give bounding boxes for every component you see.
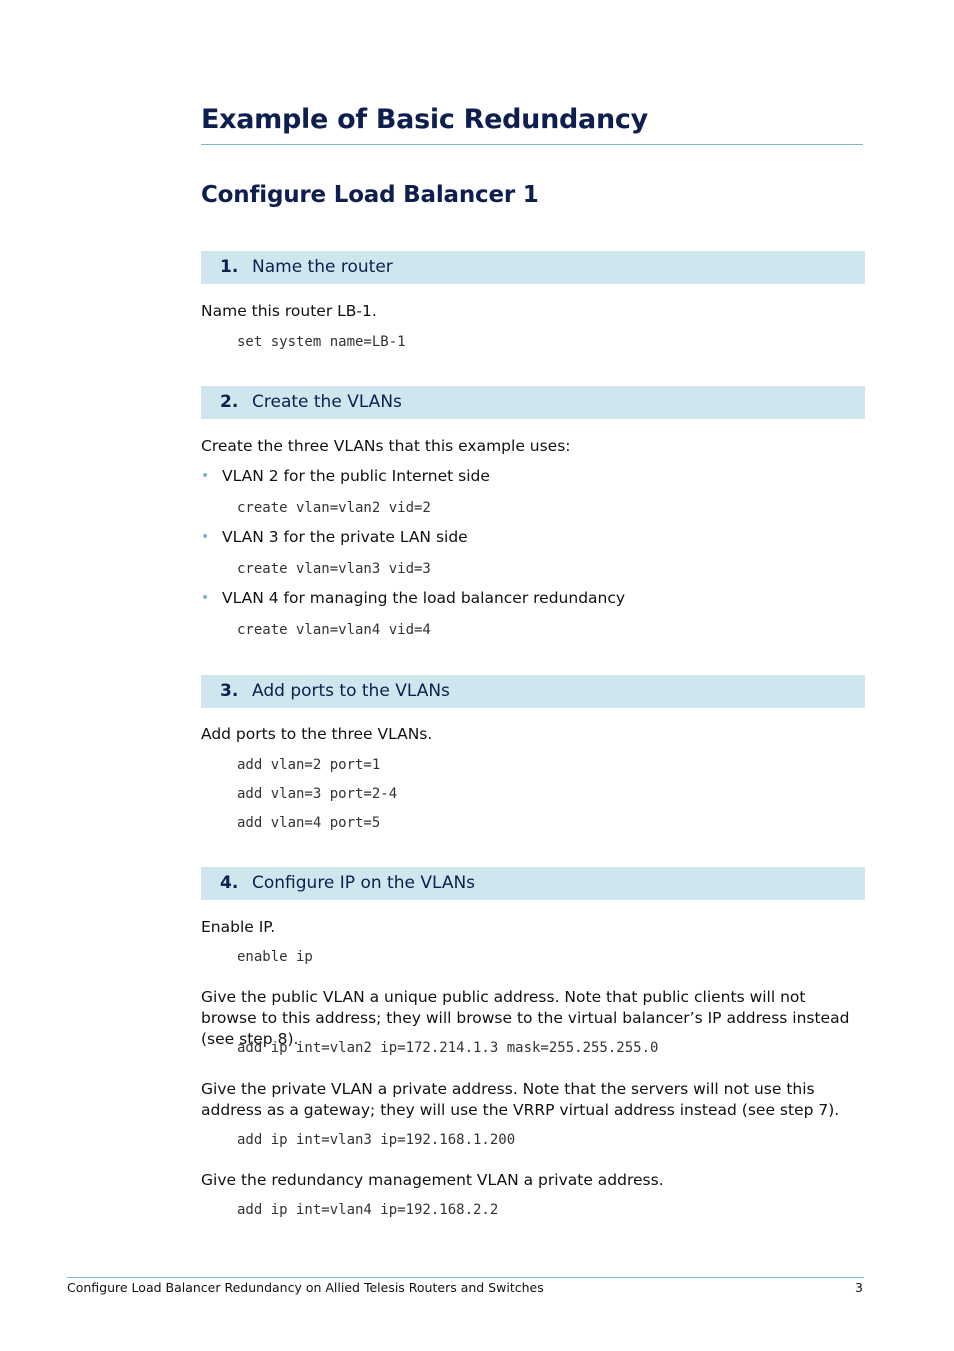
enable-ip-text: Enable IP. — [201, 918, 276, 936]
step-4-header — [201, 867, 865, 900]
step-1-text: Name this router LB-1. — [201, 302, 377, 320]
code-line: create vlan=vlan3 vid=3 — [237, 561, 431, 577]
step-label: Create the VLANs — [252, 392, 402, 412]
step-number: 1. — [220, 257, 239, 277]
section-heading: Configure Load Balancer 1 — [201, 182, 539, 208]
step-1-header — [201, 251, 865, 284]
step-label: Add ports to the VLANs — [252, 681, 450, 701]
footer-title: Configure Load Balancer Redundancy on Allied Telesis Routers and Switches — [67, 1280, 544, 1295]
public-vlan-text: Give the public VLAN a unique public address. Note that public clients will not browse to this address; they will browse to the virtual balancer’s IP address instead (see step 8). — [201, 988, 850, 1048]
step-2-intro: Create the three VLANs that this example uses: — [201, 437, 571, 455]
code-line: add vlan=3 port=2-4 — [237, 786, 398, 802]
bullet-icon: • — [201, 468, 210, 484]
page-number: 3 — [855, 1280, 863, 1295]
code-line: add vlan=2 port=1 — [237, 757, 381, 773]
step-3-text: Add ports to the three VLANs. — [201, 725, 433, 743]
code-line: create vlan=vlan2 vid=2 — [237, 500, 431, 516]
page-title: Example of Basic Redundancy — [201, 104, 648, 135]
code-line: enable ip — [237, 949, 313, 965]
bullet-icon: • — [201, 590, 210, 606]
step-number: 2. — [220, 392, 239, 412]
bullet-icon: • — [201, 529, 210, 545]
code-line: add ip int=vlan2 ip=172.214.1.3 mask=255.255.255.0 — [237, 1040, 659, 1056]
title-rule — [201, 144, 863, 145]
code-line: create vlan=vlan4 vid=4 — [237, 622, 431, 638]
step-3-header — [201, 675, 865, 708]
step-number: 4. — [220, 873, 239, 893]
code-line: add ip int=vlan4 ip=192.168.2.2 — [237, 1202, 499, 1218]
code-line: set system name=LB-1 — [237, 334, 406, 350]
private-vlan-text: Give the private VLAN a private address. Note that the servers will not use this address as a gateway; they will use the VRRP virtual address instead (see step 7). — [201, 1080, 840, 1119]
code-line: add vlan=4 port=5 — [237, 815, 381, 831]
mgmt-vlan-text: Give the redundancy management VLAN a private address. — [201, 1171, 664, 1189]
code-line: add ip int=vlan3 ip=192.168.1.200 — [237, 1132, 516, 1148]
step-number: 3. — [220, 681, 239, 701]
step-label: Name the router — [252, 257, 393, 277]
footer-rule — [67, 1277, 864, 1278]
step-label: Configure IP on the VLANs — [252, 873, 476, 893]
step-2-header — [201, 386, 865, 419]
